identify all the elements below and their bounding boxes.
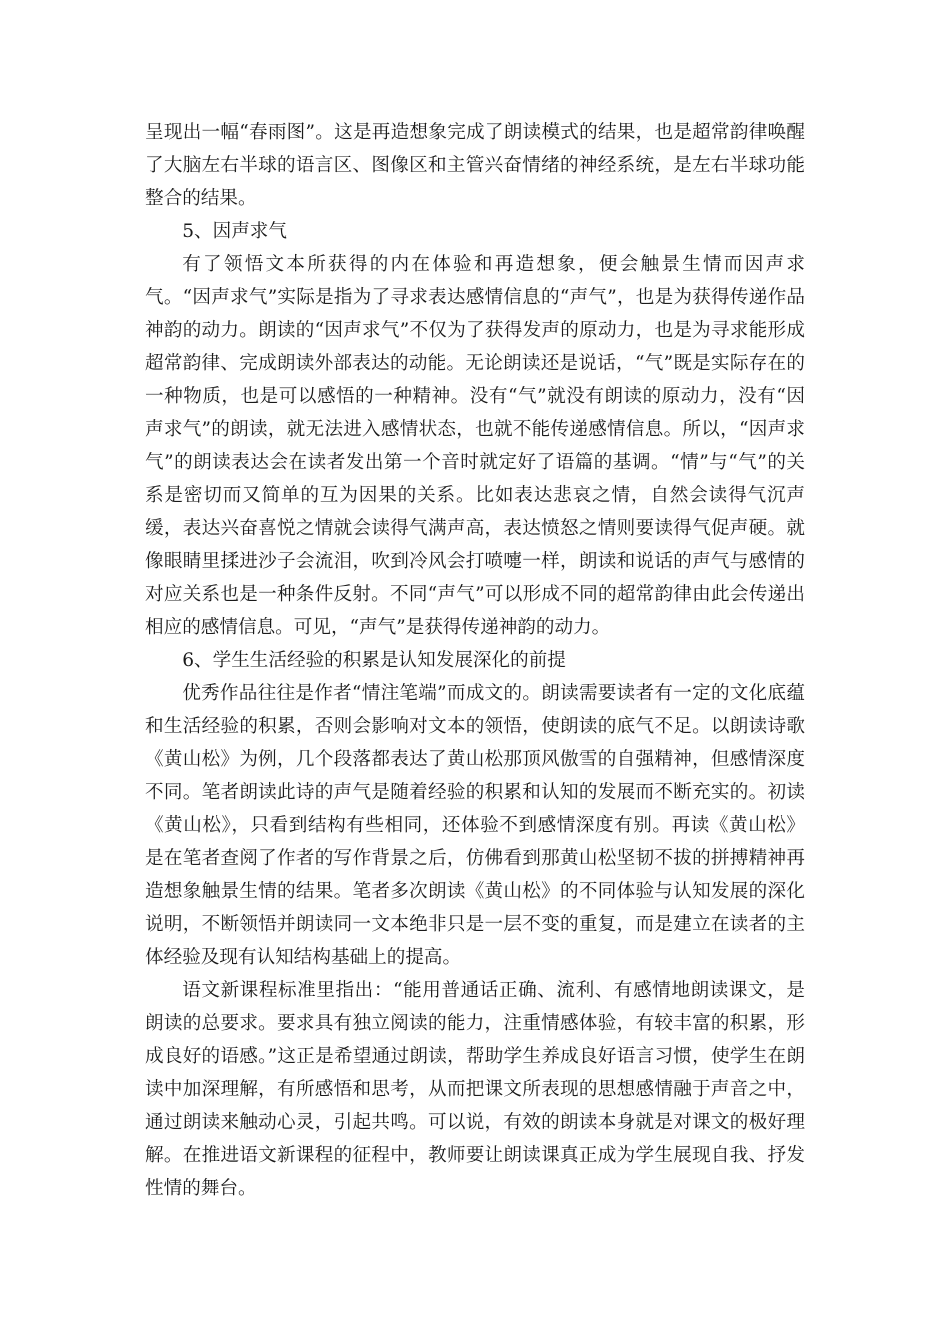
document-body [145, 116, 805, 1205]
paragraph-section-6: 优秀作品往往是作者“情注笔端”而成文的。朗读需要读者有一定的文化底蕴和生活经验的积累，否则会影响对文本的领悟，使朗读的底气不足。以朗读诗歌《黄山松》为例，几个段落都表达了黄山松那顶风傲雪的自强精神，但感情深度不同。笔者朗读此诗的声气是随着经验的积累和认知的发展而不断充实的。初读《黄山松》，只看到结构有些相同，还体验不到感情深度有别。再读《黄山松》是在笔者查阅了作者的写作背景之后，仿佛看到那黄山松坚韧不拔的拼搏精神再造想象触景生情的结果。笔者多次朗读《黄山松》的不同体验与认知发展的深化说明，不断领悟并朗读同一文本绝非只是一层不变的重复，而是建立在读者的主体经验及现有认知结构基础上的提高。 [145, 683, 805, 968]
section-heading-5: 5、因声求气 [182, 221, 287, 242]
paragraph-conclusion: 语文新课程标准里指出：“能用普通话正确、流利、有感情地朗读课文，是朗读的总要求。要求具有独立阅读的能力，注重情感体验，有较丰富的积累，形成良好的语感。”这正是希望通过朗读，帮助学生养成良好语言习惯，使学生在朗读中加深理解，有所感悟和思考，从而把课文所表现的思想感情融于声音之中，通过朗读来触动心灵，引起共鸣。可以说，有效的朗读本身就是对课文的极好理解。在推进语文新课程的征程中，教师要让朗读课真正成为学生展现自我、抒发性情的舞台。 [145, 980, 805, 1199]
paragraph-continued: 呈现出一幅“春雨图”。这是再造想象完成了朗读模式的结果，也是超常韵律唤醒了大脑左右半球的语言区、图像区和主管兴奋情绪的神经系统，是左右半球功能整合的结果。 [145, 122, 805, 209]
section-heading-6: 6、学生生活经验的积累是认知发展深化的前提 [182, 650, 566, 671]
paragraph-section-5: 有了领悟文本所获得的内在体验和再造想象，便会触景生情而因声求气。“因声求气”实际是指为了寻求表达感情信息的“声气”，也是为获得传递作品神韵的动力。朗读的“因声求气”不仅为了获得发声的原动力，也是为寻求能形成超常韵律、完成朗读外部表达的动能。无论朗读还是说话，“气”既是实际存在的一种物质，也是可以感悟的一种精神。没有“气”就没有朗读的原动力，没有“因声求气”的朗读，就无法进入感情状态，也就不能传递感情信息。所以，“因声求气”的朗读表达会在读者发出第一个音时就定好了语篇的基调。“情”与“气”的关系是密切而又简单的互为因果的关系。比如表达悲哀之情，自然会读得气沉声缓，表达兴奋喜悦之情就会读得气满声高，表达愤怒之情则要读得气促声硬。就像眼睛里揉进沙子会流泪，吹到冷风会打喷嚏一样，朗读和说话的声气与感情的对应关系也是一种条件反射。不同“声气”可以形成不同的超常韵律由此会传递出相应的感情信息。可见，“声气”是获得传递神韵的动力。 [145, 254, 805, 638]
